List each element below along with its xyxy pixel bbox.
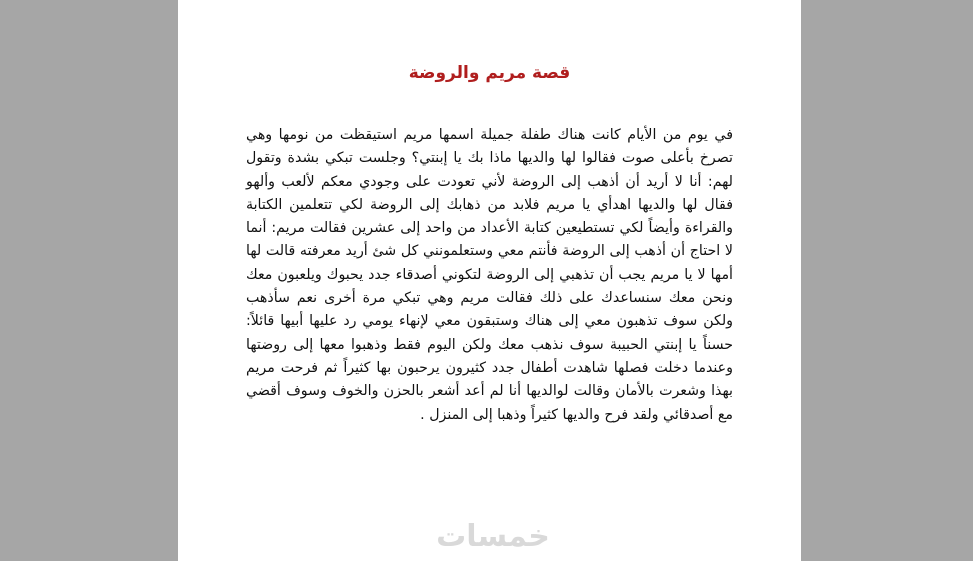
story-body: في يوم من الأيام كانت هناك طفلة جميلة اسمها مريم استيقظت من نومها وهي تصرخ بأعلى صوت فقالوا لها والديها ماذا بك يا إبنتي؟ وجلست تبكي بشدة وتقول لهم: أنا لا أريد أن أذهب إلى الروضة لأني تعودت على وجودي معكم لألعب وألهو فقال لها والديها اهدأي يا مريم فلابد من ذهابك إلى الروضة لكي تتعلمين الكتابة والقراءة وأيضاً لكي تستطيعين كتابة الأعداد من واحد إلى عشرين فقالت مريم: أنما لا احتاج أن أذهب إلى الروضة فأنتم معي وستعلمونني كل شئ أريد معرفته قالت لها أمها لا يا مريم يجب أن تذهبي إلى الروضة لتكوني أصدقاء جدد يحبوك ويلعبون معك ونحن معك سنساعدك على ذلك فقالت مريم وهي تبكي مرة أخرى نعم سأذهب ولكن سوف تذهبون معي إلى هناك وستبقون معي لإنهاء يومي رد عليها أبيها قائلاً: حسناً يا إبنتي الحبيبة سوف نذهب معك ولكن اليوم فقط وذهبوا معها إلى روضتها وعندما دخلت فصلها شاهدت أطفال جدد كثيرون يرحبون بها كثيراً ثم فرحت مريم بهذا وشعرت بالأمان وقالت لوالديها أنا لم أعد أشعر بالحزن والخوف وسوف أقضي مع أصدقائي ولقد فرح والديها كثيراً وذهبا إلى المنزل . [246, 127, 733, 423]
site-watermark: خمسات [436, 519, 550, 554]
story-title: قصة مريم والروضة [408, 63, 571, 83]
document-page [178, 0, 801, 561]
